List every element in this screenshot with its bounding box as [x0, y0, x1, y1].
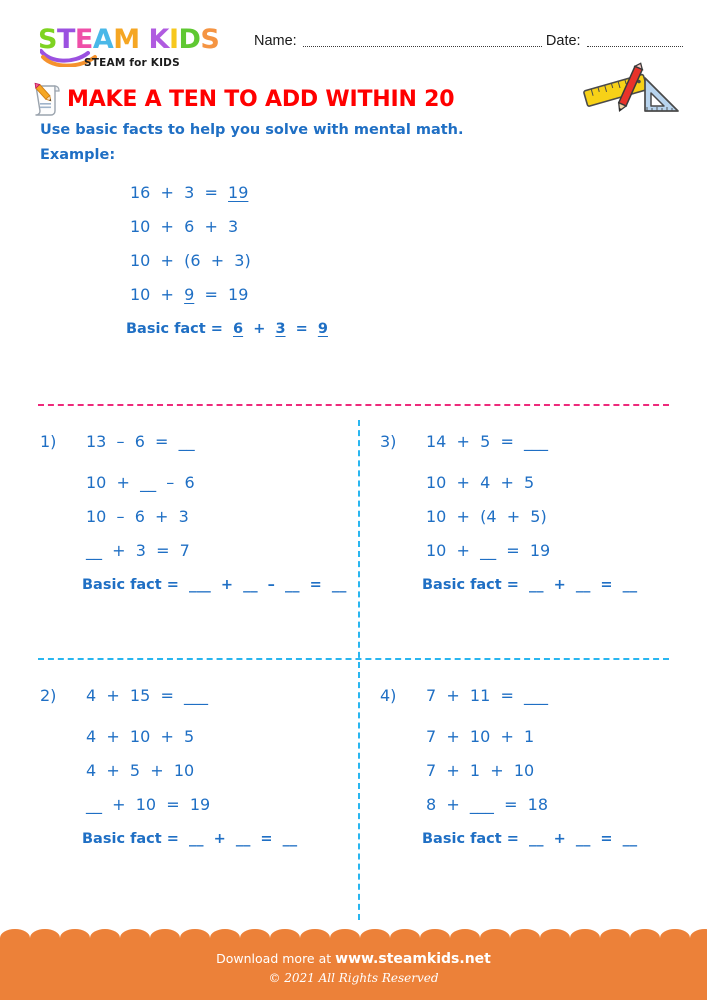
question-3-number: 3) — [380, 432, 397, 451]
basic-fact-b: 3 — [275, 321, 286, 337]
logo-letter: D — [178, 24, 201, 55]
question-4-first-row — [380, 686, 700, 720]
example-line-2: 10 + 6 + 3 — [130, 217, 239, 236]
question-1-first-row — [40, 432, 360, 466]
question-1 — [40, 432, 360, 602]
logo-letter: S — [200, 24, 220, 55]
name-input[interactable] — [303, 34, 542, 47]
question-2-line-3[interactable]: 4 + 5 + 10 — [86, 761, 195, 780]
example-line-4 — [130, 278, 460, 312]
question-3-line-4[interactable]: 10 + __ = 19 — [426, 541, 551, 560]
notepad-pencil-icon — [32, 82, 62, 116]
title-row — [32, 82, 454, 116]
basic-fact-c: 9 — [317, 321, 328, 337]
question-1-line-2[interactable]: 10 + __ – 6 — [86, 473, 195, 492]
question-4-number: 4) — [380, 686, 397, 705]
basic-fact-label: Basic fact = — [126, 321, 233, 337]
basic-fact-op1: + — [243, 321, 276, 337]
logo-letter: A — [92, 24, 114, 55]
logo-letter: S — [38, 24, 57, 55]
footer-download-text: Download more at — [216, 951, 336, 966]
question-2-line-2[interactable]: 4 + 10 + 5 — [86, 727, 195, 746]
question-2-line-1[interactable]: 4 + 15 = ___ — [86, 686, 209, 705]
footer-copyright: © 2021 All Rights Reserved — [268, 971, 439, 985]
question-4-line-1[interactable]: 7 + 11 = ___ — [426, 686, 549, 705]
example-line-1-answer: 19 — [228, 183, 249, 202]
brand-logo — [38, 26, 228, 69]
question-2-number: 2) — [40, 686, 57, 705]
example-basic-fact — [126, 312, 460, 346]
question-3-line-2[interactable]: 10 + 4 + 5 — [426, 473, 535, 492]
question-1-line-1[interactable]: 13 – 6 = __ — [86, 432, 195, 451]
example-block — [126, 176, 460, 346]
logo-letter: T — [56, 24, 75, 55]
question-4 — [380, 686, 700, 856]
footer-site-link[interactable]: www.steamkids.net — [335, 951, 491, 967]
logo-letter: E — [74, 24, 93, 55]
question-1-basic-fact[interactable]: Basic fact = ___ + __ – __ = __ — [82, 577, 347, 593]
question-3-first-row — [380, 432, 700, 466]
logo-letter: I — [168, 24, 179, 55]
basic-fact-op2: = — [285, 321, 318, 337]
example-label: Example: — [40, 147, 116, 163]
date-label: Date: — [545, 33, 581, 49]
question-1-number: 1) — [40, 432, 57, 451]
logo-space — [140, 26, 149, 53]
example-line-1-prefix: 16 + 3 = — [130, 183, 229, 202]
basic-fact-a: 6 — [233, 321, 244, 337]
name-date-row — [254, 33, 687, 49]
ruler-pencil-triangle-icon — [577, 62, 689, 130]
question-4-basic-fact[interactable]: Basic fact = __ + __ = __ — [422, 831, 638, 847]
question-2-line-4[interactable]: __ + 10 = 19 — [86, 795, 211, 814]
question-3-line-3[interactable]: 10 + (4 + 5) — [426, 507, 547, 526]
question-2 — [40, 686, 360, 856]
question-2-first-row — [40, 686, 360, 720]
question-4-line-3[interactable]: 7 + 1 + 10 — [426, 761, 535, 780]
question-1-line-4[interactable]: __ + 3 = 7 — [86, 541, 190, 560]
example-line-3: 10 + (6 + 3) — [130, 251, 251, 270]
question-3 — [380, 432, 700, 602]
date-input[interactable] — [587, 34, 683, 47]
example-line-4-answer: 9 — [184, 285, 195, 304]
example-line-4-suffix: = 19 — [194, 285, 249, 304]
question-2-basic-fact[interactable]: Basic fact = __ + __ = __ — [82, 831, 298, 847]
question-4-line-4[interactable]: 8 + ___ = 18 — [426, 795, 549, 814]
instructions-subtitle: Use basic facts to help you solve with mental math. — [40, 122, 464, 138]
question-3-basic-fact[interactable]: Basic fact = __ + __ = __ — [422, 577, 638, 593]
questions-grid — [0, 424, 707, 924]
question-3-line-1[interactable]: 14 + 5 = ___ — [426, 432, 549, 451]
footer-download-row — [0, 938, 707, 967]
example-line-4-prefix: 10 + — [130, 285, 185, 304]
page-footer — [0, 938, 707, 1000]
section-divider-pink — [38, 404, 669, 406]
question-4-line-2[interactable]: 7 + 10 + 1 — [426, 727, 535, 746]
name-label: Name: — [254, 33, 297, 49]
example-line-1 — [130, 176, 460, 210]
logo-letter: M — [113, 24, 140, 55]
question-1-line-3[interactable]: 10 – 6 + 3 — [86, 507, 189, 526]
page-title: MAKE A TEN TO ADD WITHIN 20 — [67, 86, 455, 112]
logo-wordmark — [38, 26, 228, 53]
logo-letter: K — [148, 24, 169, 55]
logo-tagline: STEAM for KIDS — [84, 57, 180, 69]
